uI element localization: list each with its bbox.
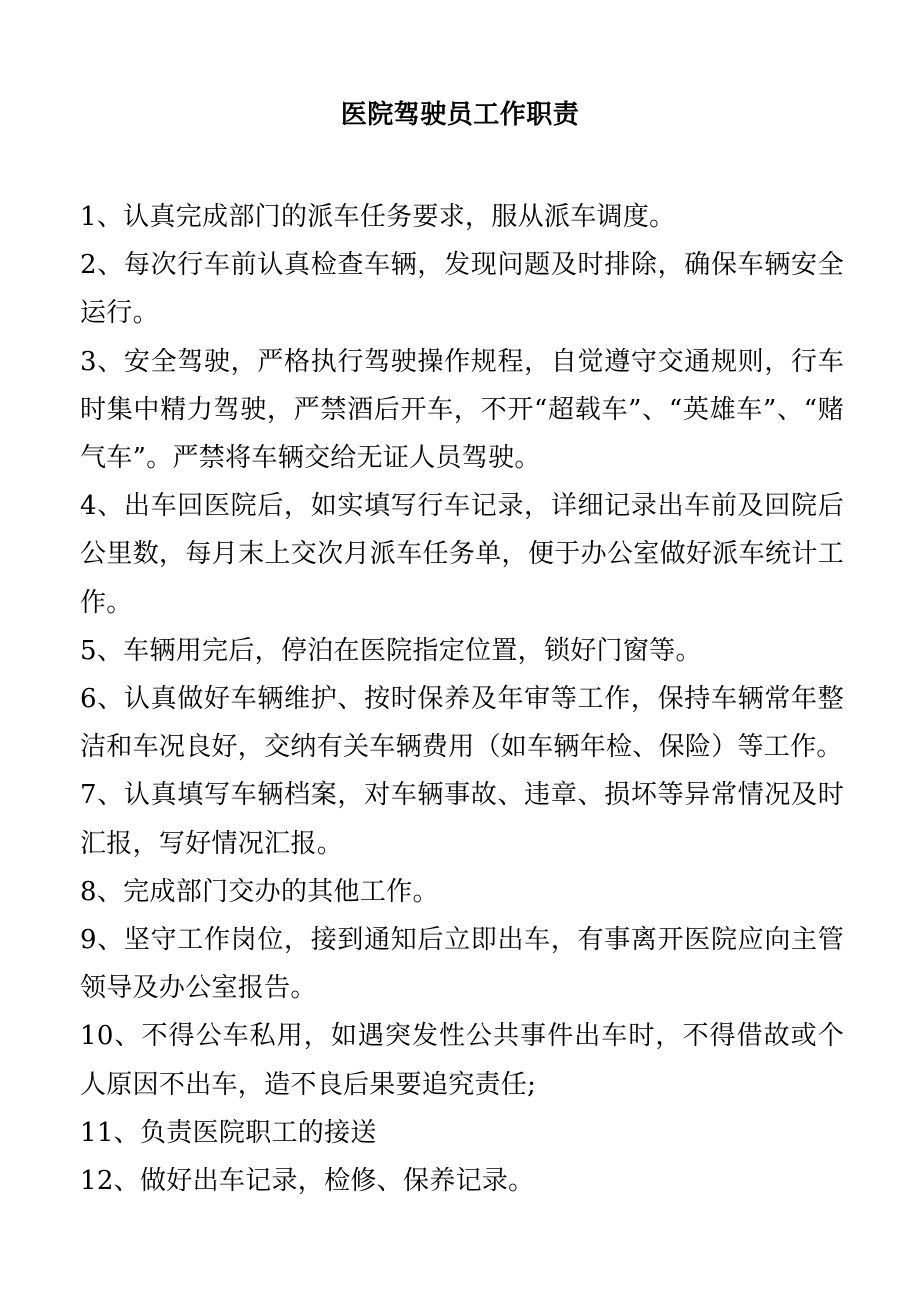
duty-item-3: 3、安全驾驶，严格执行驾驶操作规程，自觉遵守交通规则，行车时集中精力驾驶，严禁酒后开车，不开“超载车”、“英雄车”、“赌气车”。严禁将车辆交给无证人员驾驶。 <box>80 346 844 474</box>
duty-list <box>80 193 844 1205</box>
duty-item-2: 2、每次行车前认真检查车辆，发现问题及时排除，确保车辆安全运行。 <box>80 250 844 329</box>
duty-item-11: 11、负责医院职工的接送 <box>80 1117 377 1148</box>
duty-item-10: 10、不得公车私用，如遇突发性公共事件出车时，不得借故或个人原因不出车，造不良后果要追究责任; <box>80 1021 844 1100</box>
duty-item-9: 9、坚守工作岗位，接到通知后立即出车，有事离开医院应向主管领导及办公室报告。 <box>80 925 844 1004</box>
duty-item-8: 8、完成部门交办的其他工作。 <box>80 876 439 907</box>
duty-item-5: 5、车辆用完后，停泊在医院指定位置，锁好门窗等。 <box>80 635 702 666</box>
duty-item-12: 12、做好出车记录，检修、保养记录。 <box>80 1166 535 1197</box>
duty-item-1: 1、认真完成部门的派车任务要求，服从派车调度。 <box>80 202 676 232</box>
duty-item-4: 4、出车回医院后，如实填写行车记录，详细记录出车前及回院后公里数，每月末上交次月派车任务单，便于办公室做好派车统计工作。 <box>80 491 844 618</box>
duty-item-7: 7、认真填写车辆档案，对车辆事故、违章、损坏等异常情况及时汇报，写好情况汇报。 <box>80 780 844 859</box>
duty-item-6: 6、认真做好车辆维护、按时保养及年审等工作，保持车辆常年整洁和车况良好，交纳有关车辆费用（如车辆年检、保险）等工作。 <box>80 684 844 763</box>
document-title: 医院驾驶员工作职责 <box>340 100 580 130</box>
